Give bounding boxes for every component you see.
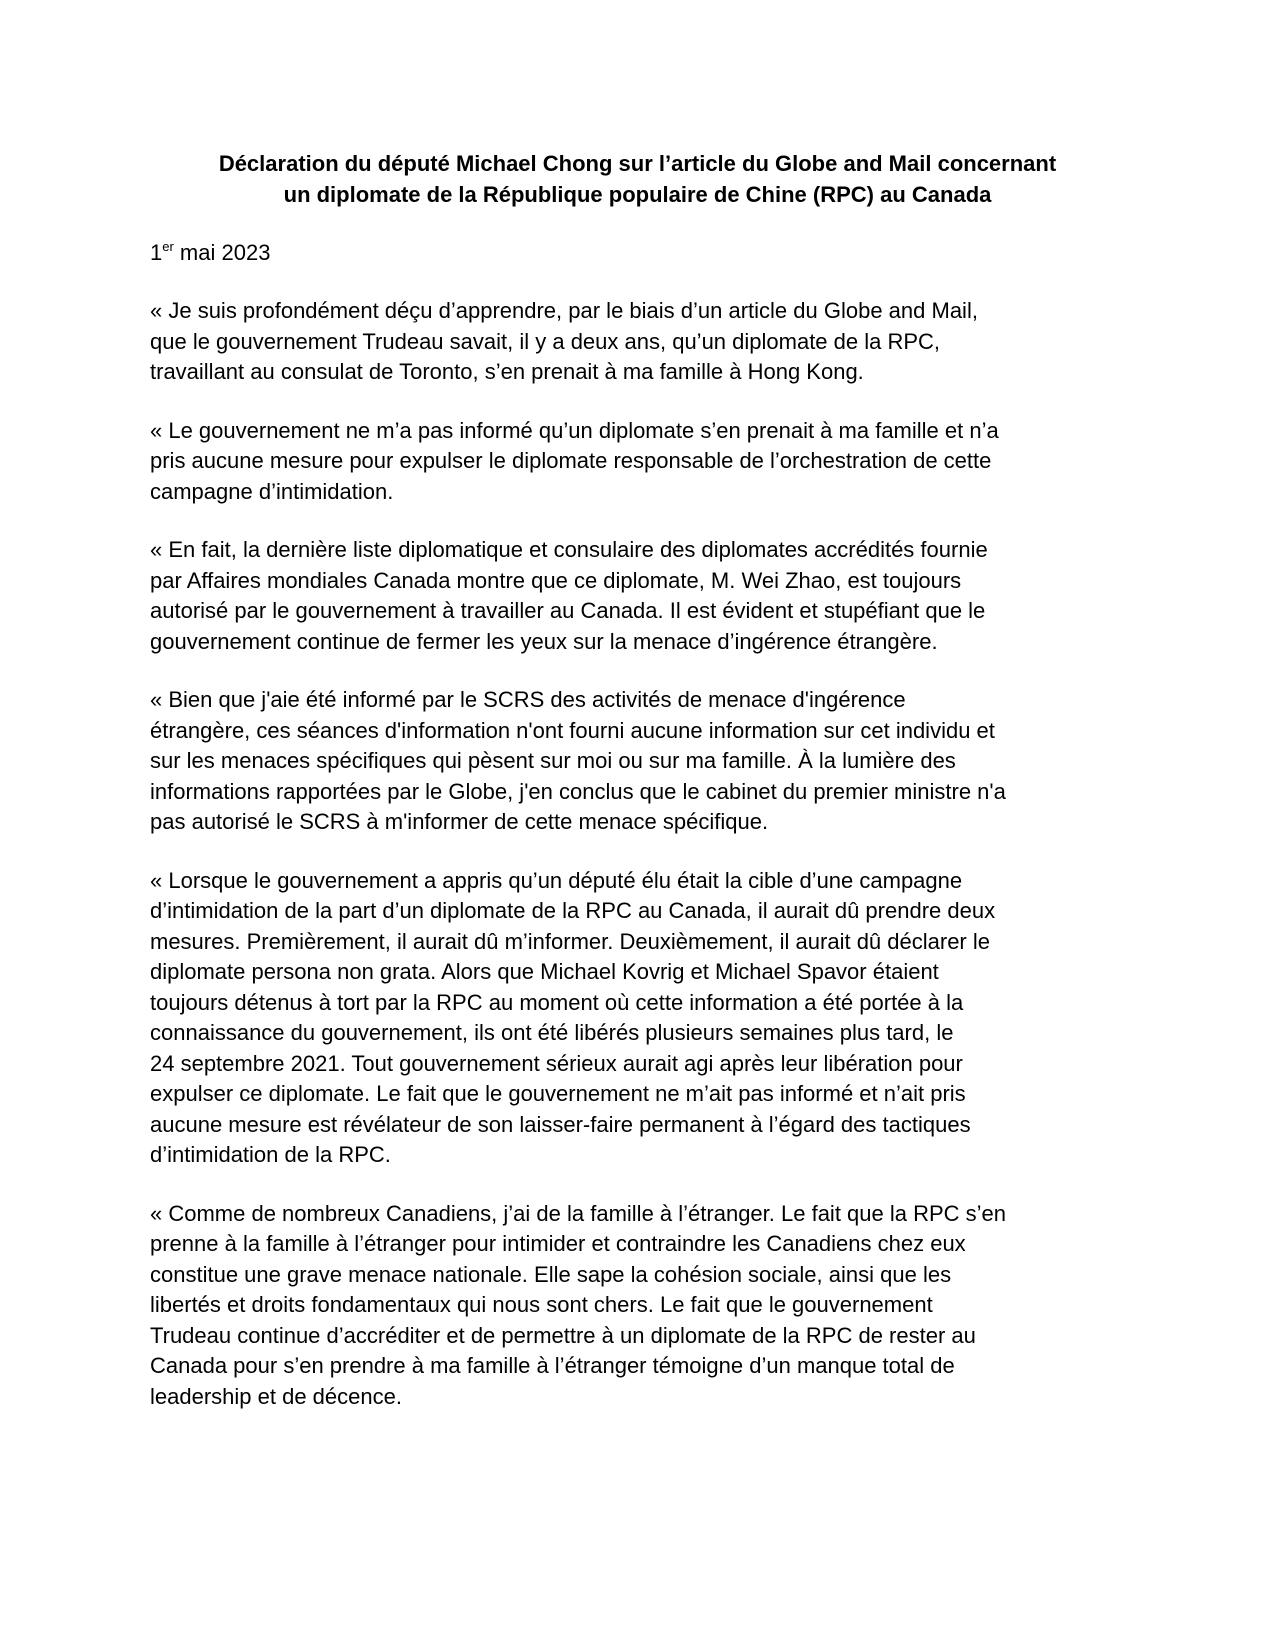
paragraph — [150, 1199, 1125, 1413]
paragraph-line: pris aucune mesure pour expulser le diplomate responsable de l’orchestration de cette — [150, 448, 992, 473]
paragraph-line: « Le gouvernement ne m’a pas informé qu’un diplomate s’en prenait à ma famille et n’a — [150, 417, 999, 443]
paragraph-line: gouvernement continue de fermer les yeux sur la menace d’ingérence étrangère. — [150, 628, 938, 654]
paragraph-line: expulser ce diplomate. Le fait que le gouvernement ne m’ait pas informé et n’ait pris — [150, 1081, 966, 1106]
document-page — [150, 148, 1125, 1412]
paragraph-line: libertés et droits fondamentaux qui nous sont chers. Le fait que le gouvernement — [150, 1292, 933, 1317]
paragraph-line: Canada pour s’en prendre à ma famille à l’étranger témoigne d’un manque total de — [150, 1353, 955, 1378]
paragraph-line: informations rapportées par le Globe, j'en conclus que le cabinet du premier ministre n'a — [150, 778, 1006, 804]
paragraph — [150, 866, 1125, 1171]
paragraph-line: « Bien que j'aie été informé par le SCRS des activités de menace d'ingérence — [150, 687, 906, 712]
paragraph-line: leadership et de décence. — [150, 1383, 402, 1409]
paragraph-line: constitue une grave menace nationale. Elle sape la cohésion sociale, ainsi que les — [150, 1261, 952, 1287]
paragraph-line: prenne à la famille à l’étranger pour intimider et contraindre les Canadiens chez eux — [150, 1231, 966, 1256]
paragraph-line: travaillant au consulat de Toronto, s’en prenait à ma famille à Hong Kong. — [150, 359, 864, 384]
paragraph-line: campagne d’intimidation. — [150, 478, 394, 504]
paragraph-line: « En fait, la dernière liste diplomatique et consulaire des diplomates accrédités fournie — [150, 537, 988, 562]
paragraph-line: toujours détenus à tort par la RPC au moment où cette information a été portée à la — [150, 989, 964, 1015]
paragraph-line: « Comme de nombreux Canadiens, j’ai de la famille à l’étranger. Le fait que la RPC s’en — [150, 1200, 1007, 1226]
paragraph-line: Trudeau continue d’accréditer et de permettre à un diplomate de la RPC de rester au — [150, 1322, 976, 1348]
paragraph — [150, 416, 1125, 508]
title-line: un diplomate de la République populaire de Chine (RPC) au Canada — [283, 182, 992, 207]
paragraph-line: sur les menaces spécifiques qui pèsent sur moi ou sur ma famille. À la lumière des — [150, 748, 956, 773]
paragraph-line: par Affaires mondiales Canada montre que ce diplomate, M. Wei Zhao, est toujours — [150, 567, 962, 593]
paragraph-line: autorisé par le gouvernement à travailler au Canada. Il est évident et stupéfiant que le — [150, 598, 986, 623]
paragraph-line: d’intimidation de la part d’un diplomate de la RPC au Canada, il aurait dû prendre deux — [150, 898, 996, 923]
statement-date — [150, 237, 1125, 268]
document-title — [150, 148, 1125, 210]
title-line: Déclaration du député Michael Chong sur l’article du Globe and Mail concernant — [218, 151, 1057, 176]
paragraph-line: étrangère, ces séances d'information n'ont fourni aucune information sur cet individu et — [150, 717, 995, 743]
paragraph-line: 24 septembre 2021. Tout gouvernement sérieux aurait agi après leur libération pour — [150, 1050, 963, 1076]
paragraph-line: mesures. Premièrement, il aurait dû m’informer. Deuxièmement, il aurait dû déclarer le — [150, 928, 990, 954]
paragraph-line: d’intimidation de la RPC. — [150, 1142, 391, 1167]
paragraph — [150, 296, 1125, 388]
paragraph — [150, 535, 1125, 657]
paragraph-line: que le gouvernement Trudeau savait, il y a deux ans, qu’un diplomate de la RPC, — [150, 328, 941, 354]
date-ordinal: er — [162, 238, 174, 254]
paragraph-line: connaissance du gouvernement, ils ont été libérés plusieurs semaines plus tard, le — [150, 1020, 954, 1045]
paragraph-line: diplomate persona non grata. Alors que Michael Kovrig et Michael Spavor étaient — [150, 959, 939, 984]
date-rest: mai 2023 — [173, 240, 271, 265]
paragraph-line: « Lorsque le gouvernement a appris qu’un député élu était la cible d’une campagne — [150, 867, 963, 893]
paragraph-line: aucune mesure est révélateur de son laisser-faire permanent à l’égard des tactiques — [150, 1111, 971, 1137]
date-day: 1 — [150, 240, 163, 265]
paragraph-line: « Je suis profondément déçu d’apprendre, par le biais d’un article du Globe and Mail, — [150, 298, 978, 323]
paragraph-line: pas autorisé le SCRS à m'informer de cette menace spécifique. — [150, 809, 769, 834]
paragraph — [150, 685, 1125, 838]
